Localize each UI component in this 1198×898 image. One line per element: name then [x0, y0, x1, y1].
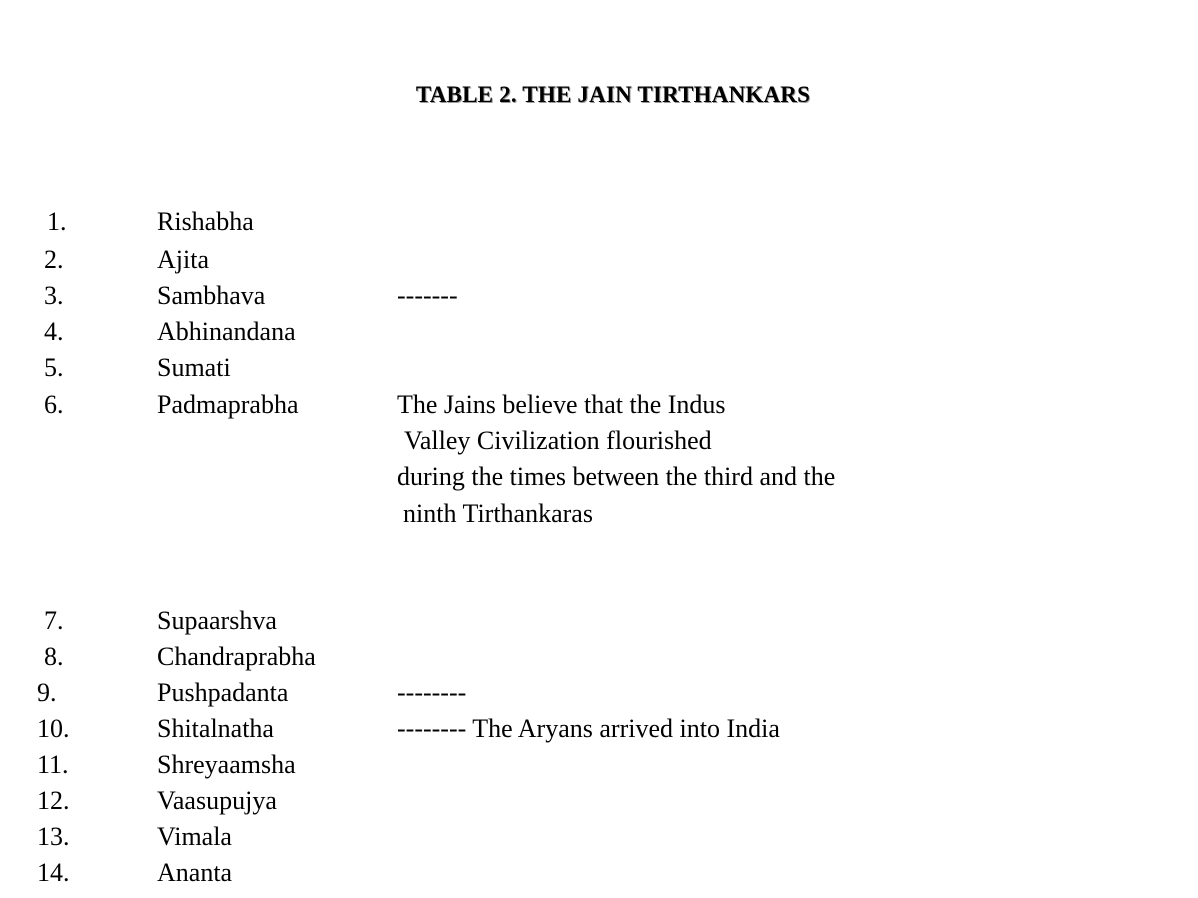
- row-number: 10.: [37, 714, 70, 743]
- tirthankara-name: Vaasupujya: [157, 786, 277, 815]
- row-number: 2.: [44, 245, 64, 274]
- note-continuation-line: Valley Civilization flourished: [404, 426, 712, 455]
- tirthankara-name: Shreyaamsha: [157, 750, 296, 779]
- tirthankara-name: Ajita: [157, 245, 209, 274]
- tirthankara-name: Sambhava: [157, 281, 266, 310]
- row-number: 1.: [47, 207, 67, 236]
- row-number: 13.: [37, 822, 70, 851]
- row-number: 5.: [44, 353, 64, 382]
- tirthankara-name: Abhinandana: [157, 317, 296, 346]
- tirthankara-name: Chandraprabha: [157, 642, 316, 671]
- row-number: 6.: [44, 390, 64, 419]
- tirthankara-name: Pushpadanta: [157, 678, 289, 707]
- note-continuation-line: during the times between the third and the: [397, 462, 836, 491]
- tirthankara-name: Vimala: [157, 822, 232, 851]
- row-number: 7.: [44, 606, 64, 635]
- row-number: 9.: [37, 678, 57, 707]
- table-title: TABLE 2. THE JAIN TIRTHANKARS: [415, 82, 811, 107]
- row-number: 8.: [44, 642, 64, 671]
- tirthankara-name: Ananta: [157, 858, 233, 887]
- row-number: 11.: [37, 750, 69, 779]
- tirthankara-name: Padmaprabha: [157, 390, 299, 419]
- tirthankara-name: Shitalnatha: [157, 714, 274, 743]
- row-note: --------: [397, 678, 467, 707]
- note-continuation-line: ninth Tirthankaras: [403, 499, 593, 528]
- row-number: 12.: [37, 786, 70, 815]
- row-note: -------: [397, 281, 458, 310]
- row-number: 3.: [44, 281, 64, 310]
- tirthankara-name: Sumati: [157, 353, 231, 382]
- row-number: 14.: [37, 858, 70, 887]
- row-note: The Jains believe that the Indus: [397, 390, 726, 419]
- row-number: 4.: [44, 317, 64, 346]
- row-note: -------- The Aryans arrived into India: [397, 714, 780, 743]
- tirthankara-name: Rishabha: [157, 207, 254, 236]
- tirthankara-name: Supaarshva: [157, 606, 277, 635]
